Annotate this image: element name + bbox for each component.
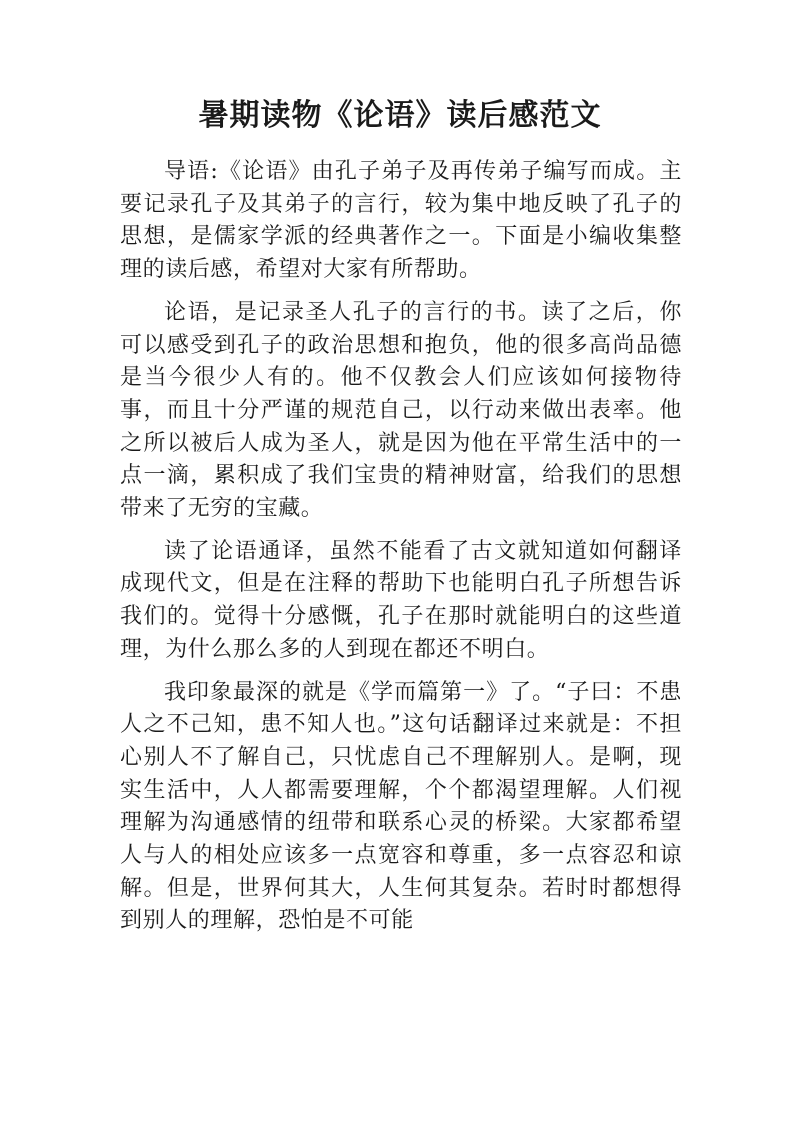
paragraph-3: 我印象最深的就是《学而篇第一》了。“子曰：不患人之不己知，患不知人也。”这句话翻译过来就是：不担心别人不了解自己，只忧虑自己不理解别人。是啊，现实生活中，人人都需要理解，个个都渴望理解。人们视理解为沟通感情的纽带和联系心灵的桥梁。大家都希望人与人的相处应该多一点宽容和尊重，多一点容忍和谅解。但是，世界何其大，人生何其复杂。若时时都想得到别人的理解，恐怕是不可能 xyxy=(120,679,682,934)
paragraph-intro: 导语:《论语》由孔子弟子及再传弟子编写而成。主要记录孔子及其弟子的言行，较为集中地反映了孔子的思想，是儒家学派的经典著作之一。下面是小编收集整理的读后感，希望对大家有所帮助。 xyxy=(120,159,682,283)
paragraph-1: 论语，是记录圣人孔子的言行的书。读了之后，你可以感受到孔子的政治思想和抱负，他的很多高尚品德是当今很少人有的。他不仅教会人们应该如何接物待事，而且十分严谨的规范自己，以行动来做出表率。他之所以被后人成为圣人，就是因为他在平常生活中的一点一滴，累积成了我们宝贵的精神财富，给我们的思想带来了无穷的宝藏。 xyxy=(120,299,682,522)
document-body xyxy=(120,156,682,948)
document-title: 暑期读物《论语》读后感范文 xyxy=(198,98,602,133)
paragraph-2: 读了论语通译，虽然不能看了古文就知道如何翻译成现代文，但是在注释的帮助下也能明白孔子所想告诉我们的。觉得十分感慨，孔子在那时就能明白的这些道理，为什么那么多的人到现在都还不明白。 xyxy=(120,538,682,662)
